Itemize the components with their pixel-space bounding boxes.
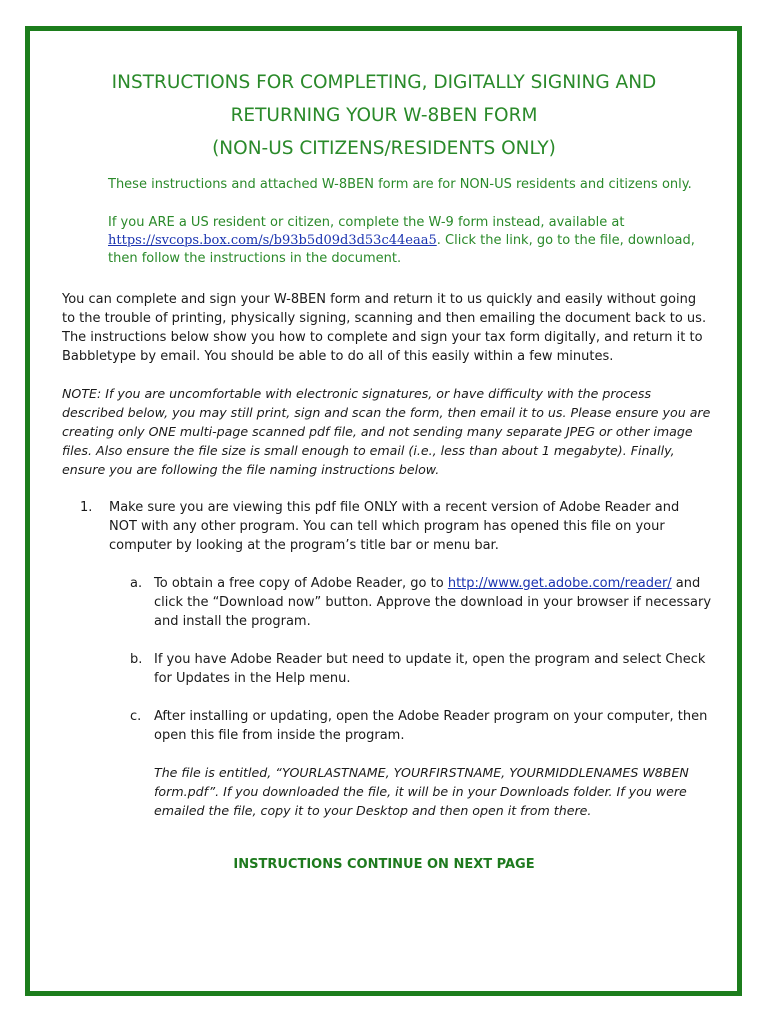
sub-item-c bbox=[130, 707, 720, 745]
list-item-1 bbox=[80, 498, 710, 555]
sub-item-letter: a. bbox=[130, 576, 143, 591]
intro-us-text: If you ARE a US resident or citizen, complete the W-9 form instead, available at bbox=[108, 215, 625, 230]
sub-item-a-after: and click the “Download now” button. Approve the download in your browser if necessary and install the program. bbox=[154, 576, 712, 629]
title-line-3: (NON-US CITIZENS/RESIDENTS ONLY) bbox=[212, 138, 556, 159]
file-name-note: The file is entitled, “YOURLASTNAME, YOURFIRSTNAME, YOURMIDDLENAMES W8BEN form.pdf”. If you downloaded the file, it will be in your Downloads folder. If you were emailed the file, copy it to your Desktop and then open it from there. bbox=[154, 765, 689, 818]
intro-us-after: . Click the link, go to the file, download, then follow the instructions in the document. bbox=[108, 233, 695, 266]
list-item-number: 1. bbox=[80, 500, 93, 515]
continue-notice: INSTRUCTIONS CONTINUE ON NEXT PAGE bbox=[233, 857, 535, 872]
w9-link[interactable]: https://svcops.box.com/s/b93b5d09d3d53c44eaa5 bbox=[108, 233, 437, 248]
sub-item-text: If you have Adobe Reader but need to update it, open the program and select Check for Updates in the Help menu. bbox=[154, 652, 706, 686]
page-title bbox=[0, 66, 768, 165]
title-line-2: RETURNING YOUR W-8BEN FORM bbox=[230, 105, 538, 126]
sub-item-text: After installing or updating, open the Adobe Reader program on your computer, then open this file from inside the program. bbox=[154, 709, 708, 743]
adobe-reader-link[interactable]: http://www.get.adobe.com/reader/ bbox=[447, 576, 672, 591]
sub-item-letter: b. bbox=[130, 652, 143, 667]
body-paragraph: You can complete and sign your W-8BEN form and return it to us quickly and easily without going to the trouble of printing, physically signing, scanning and then emailing the document back to us. The instructions below show you how to complete and sign your tax form digitally, and return it to Babbletype by email. You should be able to do all of this easily within a few minutes. bbox=[62, 292, 707, 364]
sub-item-text bbox=[154, 574, 720, 631]
note-paragraph: NOTE: If you are uncomfortable with electronic signatures, or have difficulty with the process described below, you may still print, sign and scan the form, then email it to us. Please ensure you are creating only ONE multi-page scanned pdf file, and not sending many separate JPEG or other image files. Also ensure the file size is small enough to email (i.e., less than about 1 megabyte). Finally, ensure you are following the file naming instructions below. bbox=[62, 386, 711, 477]
intro-scope-text: These instructions and attached W-8BEN form are for NON-US residents and citizens only. bbox=[108, 177, 692, 192]
title-line-1: INSTRUCTIONS FOR COMPLETING, DIGITALLY SIGNING AND bbox=[111, 72, 657, 93]
sub-item-b bbox=[130, 650, 720, 688]
sub-item-a-before: To obtain a free copy of Adobe Reader, go to bbox=[154, 576, 448, 591]
sub-item-letter: c. bbox=[130, 709, 142, 724]
intro-us-residents bbox=[108, 214, 728, 268]
list-item-text: Make sure you are viewing this pdf file ONLY with a recent version of Adobe Reader and NOT with any other program. You can tell which program has opened this file on your computer by looking at the program’s title bar or menu bar. bbox=[109, 500, 680, 553]
sub-item-a bbox=[130, 574, 720, 631]
